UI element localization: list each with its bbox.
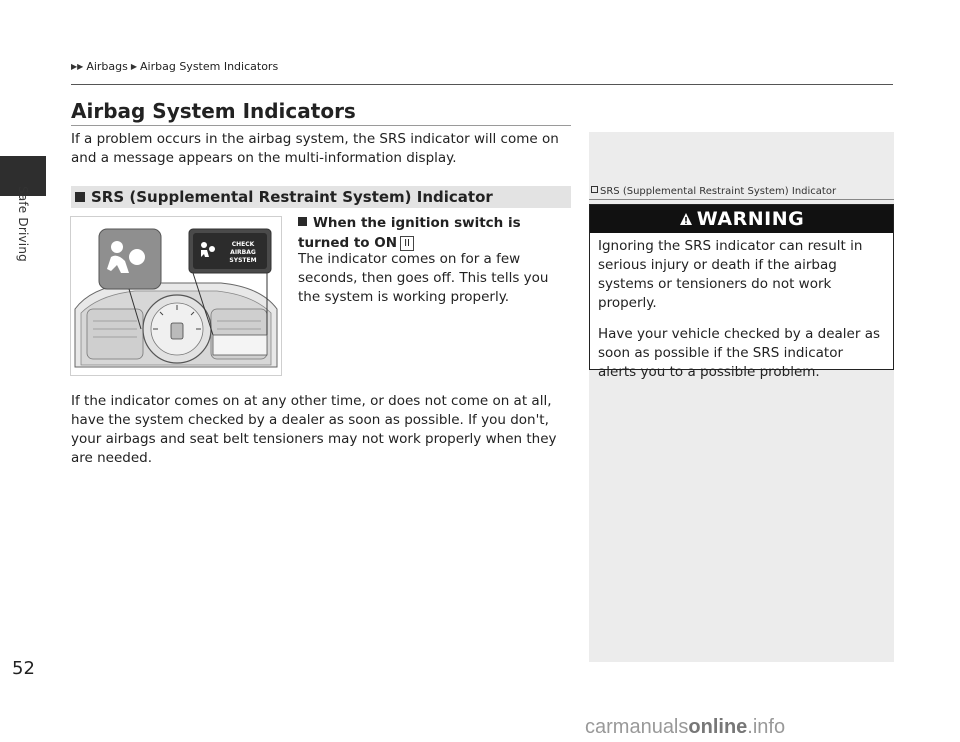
square-bullet-icon bbox=[298, 217, 307, 226]
watermark-prefix: carmanuals bbox=[585, 716, 689, 738]
section-heading: SRS (Supplemental Restraint System) Indicator bbox=[91, 188, 493, 206]
intro-paragraph: If a problem occurs in the airbag system, the SRS indicator will come on and a message appears on the multi-information display. bbox=[71, 131, 559, 166]
sidebar-note-rule bbox=[589, 199, 894, 200]
sidebar-note-heading-text: SRS (Supplemental Restraint System) Indicator bbox=[600, 186, 837, 197]
warning-label: WARNING bbox=[696, 208, 805, 230]
header-rule bbox=[71, 84, 893, 85]
display-line-3: SYSTEM bbox=[229, 257, 257, 264]
display-line-2: AIRBAG bbox=[230, 249, 256, 256]
instrument-cluster-illustration bbox=[70, 216, 282, 376]
note-marker-icon bbox=[591, 186, 598, 193]
subsection-body: The indicator comes on for a few seconds, then goes off. This tells you the system is working properly. bbox=[298, 251, 549, 305]
warning-paragraph-1: Ignoring the SRS indicator can result in serious injury or death if the airbag systems or tensioners do not work properly. bbox=[598, 238, 863, 311]
watermark-suffix: .info bbox=[747, 716, 786, 738]
watermark-bold: online bbox=[688, 716, 748, 738]
watermark bbox=[585, 716, 785, 739]
display-line-1: CHECK bbox=[231, 241, 255, 248]
warning-triangle-icon bbox=[679, 212, 693, 226]
body-paragraph: If the indicator comes on at any other time, or does not come on at all, have the system checked by a dealer as soon as possible. If you don't, your airbags and seat belt tensioners may not work properly when they are needed. bbox=[71, 393, 557, 466]
page-title: Airbag System Indicators bbox=[71, 99, 356, 123]
breadcrumb-arrow-icon: ▶▶ bbox=[71, 62, 84, 71]
warning-text bbox=[590, 233, 893, 382]
subsection-heading-text: When the ignition switch is turned to ON bbox=[298, 215, 521, 251]
warning-banner bbox=[590, 205, 893, 233]
section-heading-bar bbox=[71, 186, 571, 208]
breadcrumb-arrow-icon: ▶ bbox=[130, 62, 138, 71]
section-tab-label: Safe Driving bbox=[16, 186, 30, 262]
sidebar-note-heading bbox=[591, 186, 836, 197]
warning-paragraph-2: Have your vehicle checked by a dealer as soon as possible if the SRS indicator alerts you to a possible problem. bbox=[598, 326, 881, 380]
breadcrumb bbox=[71, 60, 278, 73]
breadcrumb-item-airbags[interactable]: Airbags bbox=[86, 60, 128, 73]
ignition-position-badge: II bbox=[400, 236, 414, 251]
warning-box bbox=[589, 204, 894, 380]
breadcrumb-item-indicators[interactable]: Airbag System Indicators bbox=[140, 60, 279, 73]
subsection-heading bbox=[298, 213, 573, 253]
square-bullet-icon bbox=[75, 192, 85, 202]
page-number: 52 bbox=[12, 658, 35, 679]
title-rule bbox=[71, 125, 571, 126]
